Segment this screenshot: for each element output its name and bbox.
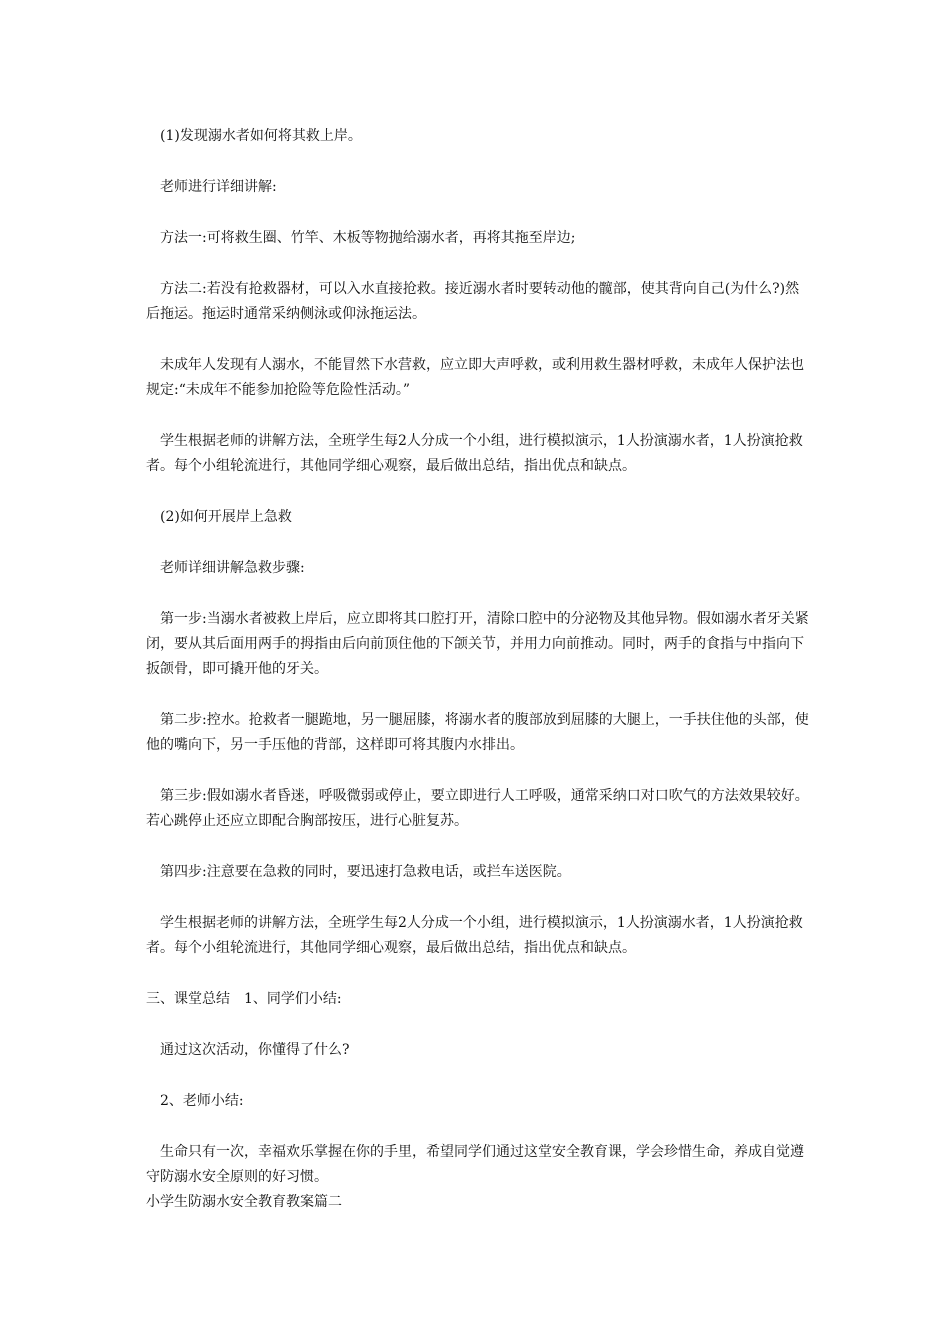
paragraph-step-two: 第二步:控水。抢救者一腿跪地，另一腿屈膝，将溺水者的腹部放到屈膝的大腿上，一手扶住他的头部，使他的嘴向下，另一手压他的背部，这样即可将其腹内水排出。 [146, 712, 809, 753]
paragraph-rescue-question: (1)发现溺水者如何将其救上岸。 [160, 128, 362, 144]
paragraph-what-learned: 通过这次活动，你懂得了什么? [160, 1042, 350, 1058]
paragraph-class-summary: 三、课堂总结 1、同学们小结: [146, 991, 342, 1007]
paragraph-student-practice-2: 学生根据老师的讲解方法，全班学生每2人分成一个小组，进行模拟演示，1人扮演溺水者，1人扮演抢救者。每个小组轮流进行，其他同学细心观察，最后做出总结，指出优点和缺点。 [146, 915, 803, 956]
paragraph-step-three: 第三步:假如溺水者昏迷，呼吸微弱或停止，要立即进行人工呼吸，通常采纳口对口吹气的方法效果较好。若心跳停止还应立即配合胸部按压，进行心脏复苏。 [146, 788, 809, 829]
document-body [146, 124, 810, 1215]
paragraph-method-two: 方法二:若没有抢救器材，可以入水直接抢救。接近溺水者时要转动他的髋部，使其背向自己(为什么?)然后拖运。拖运时通常采纳侧泳或仰泳拖运法。 [146, 281, 800, 322]
paragraph-teacher-summary: 2、老师小结: [160, 1093, 244, 1109]
paragraph-method-one: 方法一:可将救生圈、竹竿、木板等物抛给溺水者，再将其拖至岸边; [160, 230, 576, 246]
paragraph-shore-first-aid: (2)如何开展岸上急救 [160, 509, 292, 525]
paragraph-minor-warning: 未成年人发现有人溺水，不能冒然下水营救，应立即大声呼救，或利用救生器材呼救，未成年人保护法也规定:“未成年不能参加抢险等危险性活动。” [146, 357, 804, 398]
paragraph-conclusion: 生命只有一次，幸福欢乐掌握在你的手里，希望同学们通过这堂安全教育课，学会珍惜生命，养成自觉遵守防溺水安全原则的好习惯。 [146, 1144, 804, 1185]
paragraph-step-four: 第四步:注意要在急救的同时，要迅速打急救电话，或拦车送医院。 [160, 864, 571, 880]
paragraph-student-practice-1: 学生根据老师的讲解方法，全班学生每2人分成一个小组，进行模拟演示，1人扮演溺水者，1人扮演抢救者。每个小组轮流进行，其他同学细心观察，最后做出总结，指出优点和缺点。 [146, 433, 803, 474]
paragraph-teacher-steps: 老师详细讲解急救步骤: [160, 560, 305, 576]
paragraph-step-one: 第一步:当溺水者被救上岸后，应立即将其口腔打开，清除口腔中的分泌物及其他异物。假如溺水者牙关紧闭，要从其后面用两手的拇指由后向前顶住他的下颌关节，并用力向前推动。同时，两手的食指与中指向下扳颌骨，即可撬开他的牙关。 [146, 611, 809, 677]
next-section-title: 小学生防溺水安全教育教案篇二 [146, 1194, 342, 1210]
paragraph-teacher-explains: 老师进行详细讲解: [160, 179, 277, 195]
